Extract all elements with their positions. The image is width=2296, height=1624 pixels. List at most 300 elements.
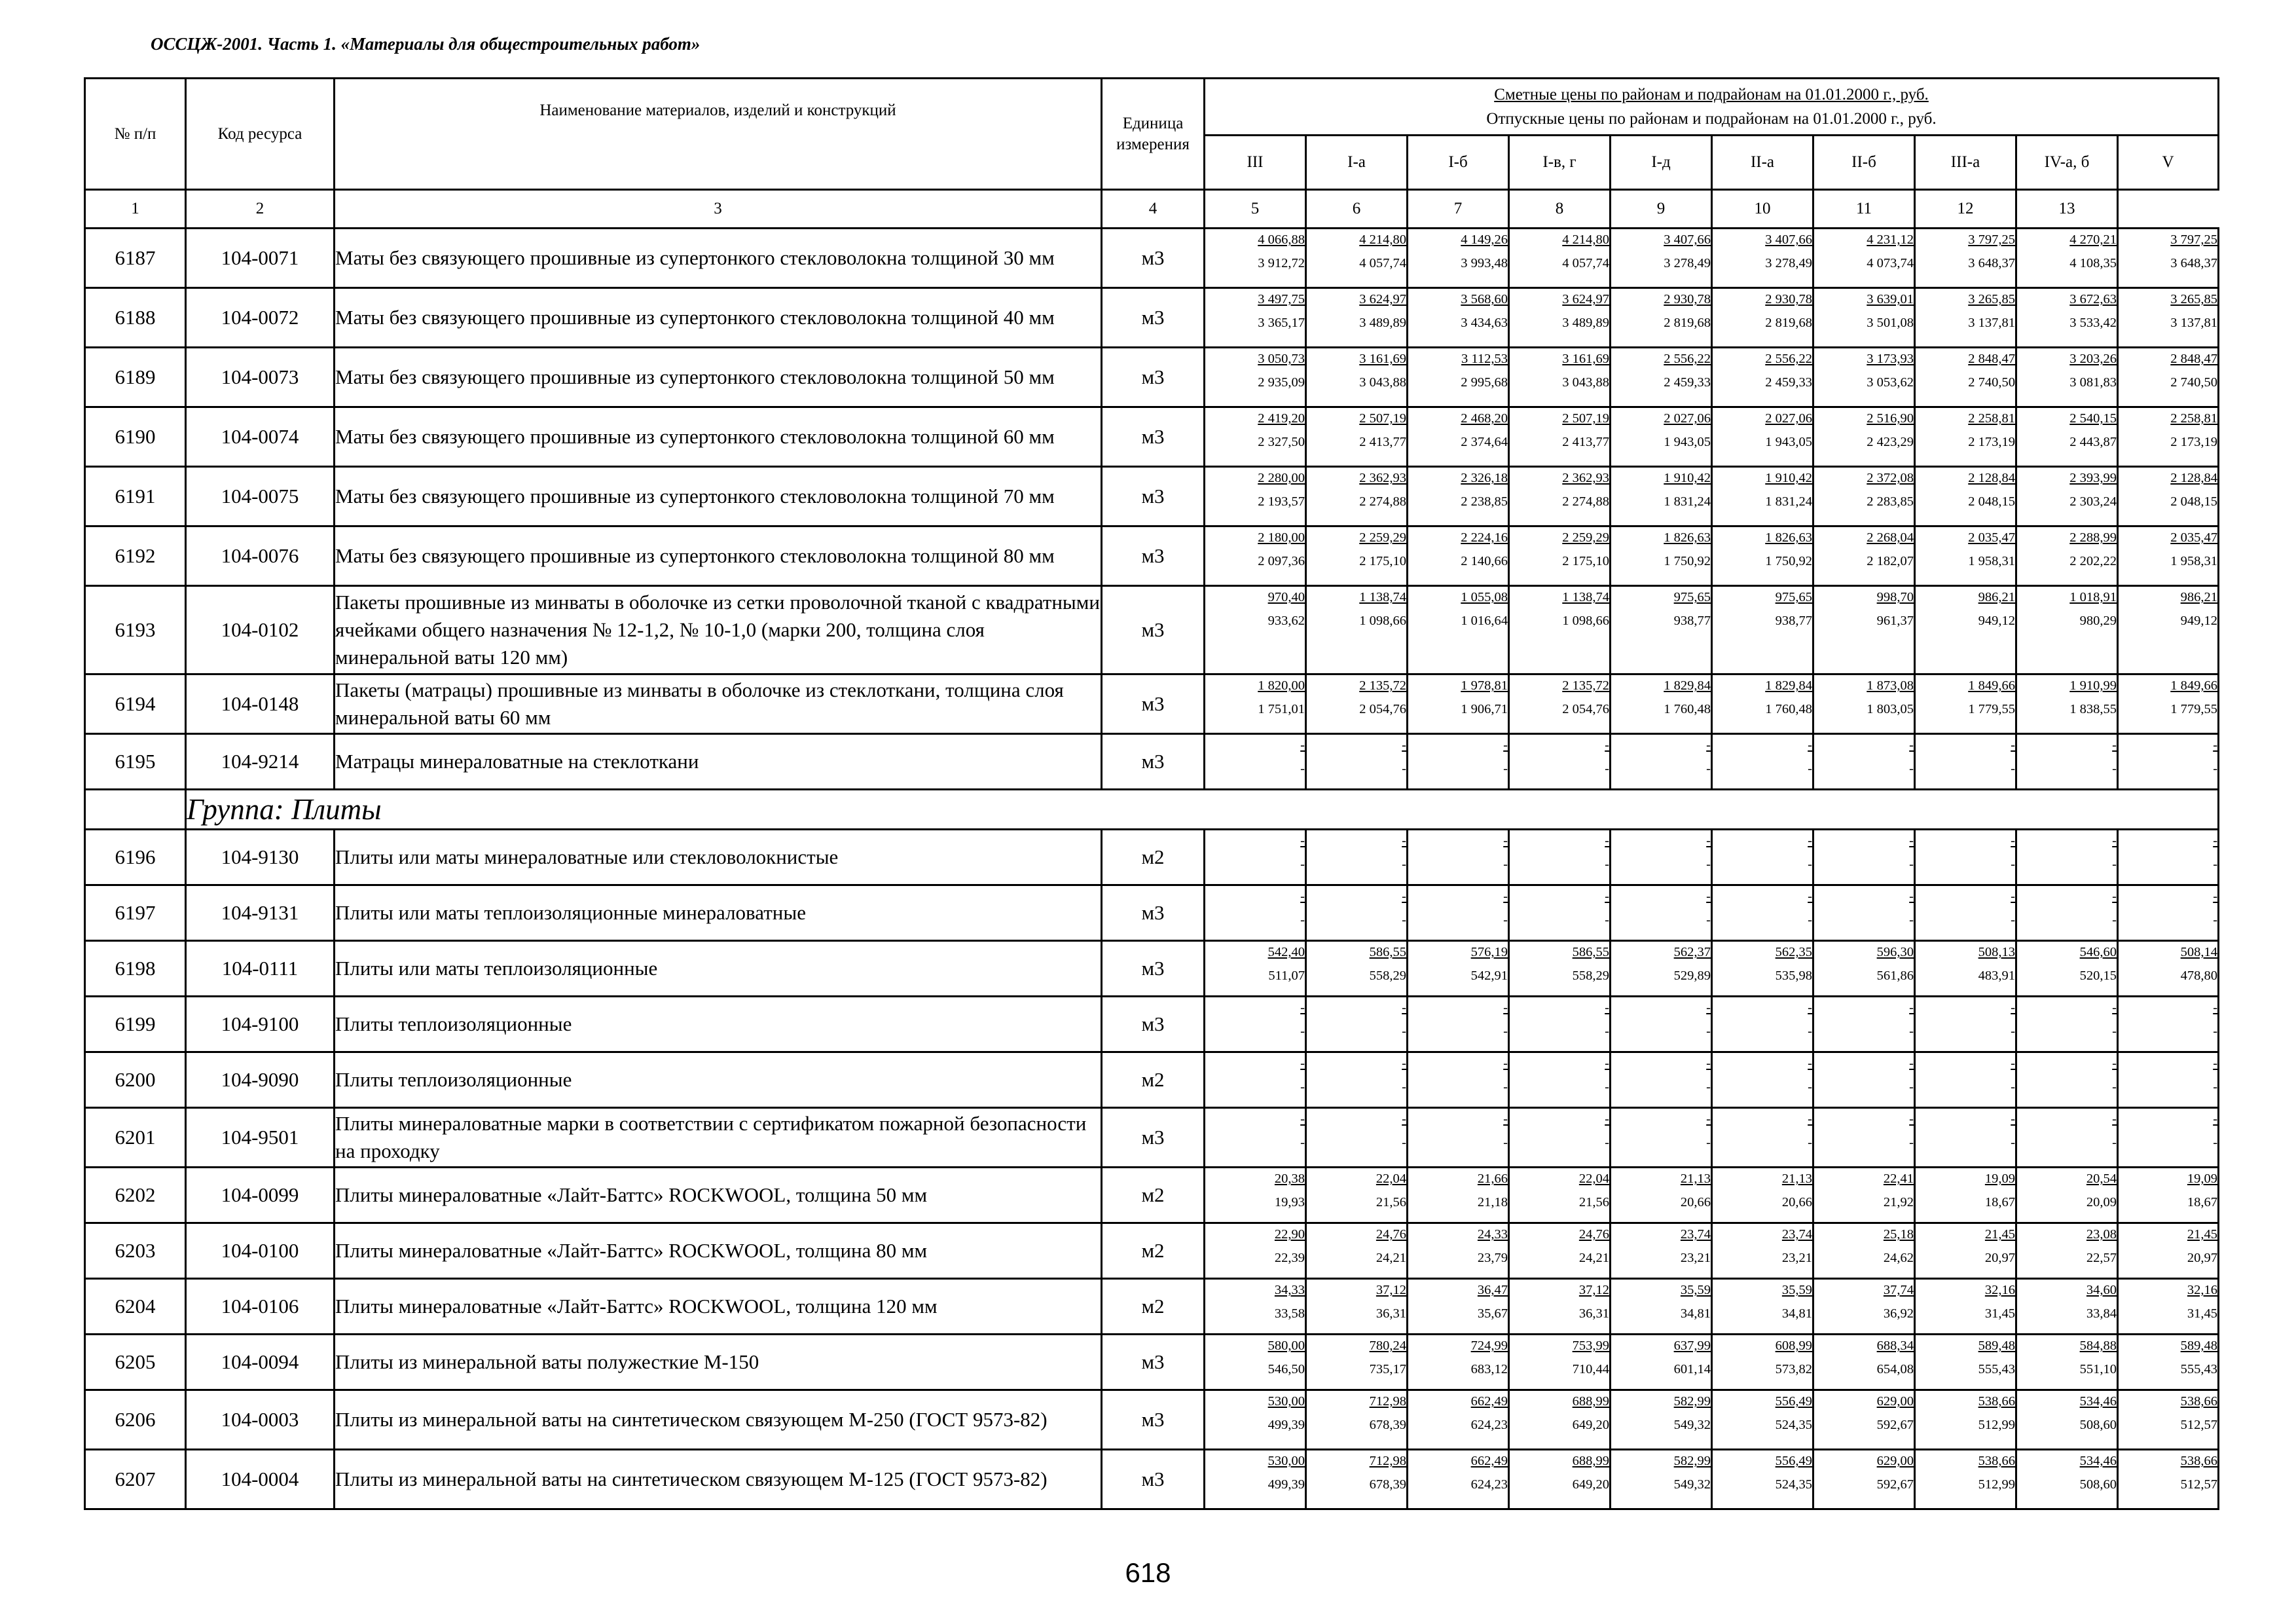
estimate-price: 998,70 [1876,590,1914,604]
price-cell [1509,229,1611,288]
unit-of-measure: м3 [1102,1450,1205,1509]
estimate-price: 580,00 [1267,1338,1305,1353]
estimate-price: 19,09 [1984,1172,2015,1186]
row-number: 6207 [85,1450,186,1509]
table-row [85,674,2219,734]
resource-code: 104-0094 [186,1335,335,1390]
price-cell [1712,467,1813,526]
estimate-price: 24,76 [1578,1227,1609,1242]
price-cell [2016,830,2118,885]
price-cell [1813,830,1915,885]
release-price: - [1503,1079,1508,1094]
material-name: Плиты минераловатные марки в соответствии с сертификатом пожарной безопасности на проходку [335,1108,1102,1168]
header-column-number: 13 [2016,190,2118,229]
release-price: 624,23 [1470,1477,1508,1492]
release-price: 678,39 [1369,1477,1406,1492]
release-price: - [1402,857,1406,872]
release-price: 36,31 [1376,1306,1406,1321]
release-price: 1 750,92 [1664,553,1711,568]
release-price: 19,93 [1274,1194,1305,1209]
estimate-price: - [1909,1056,1914,1071]
estimate-price: 37,74 [1883,1283,1914,1297]
price-cell [1408,586,1509,674]
header-unit: Единица измерения [1102,79,1205,190]
unit-of-measure: м3 [1102,1390,1205,1450]
estimate-price: 32,16 [2187,1283,2218,1297]
release-price: - [1300,857,1305,872]
price-cell [1509,997,1611,1052]
price-cell [1205,1279,1306,1335]
price-cell [1205,526,1306,586]
price-cell [1509,1335,1611,1390]
release-price: 961,37 [1876,613,1914,628]
estimate-price: - [2011,1001,2015,1015]
table-row [85,526,2219,586]
release-price: - [1706,761,1711,776]
estimate-price: 538,66 [1978,1394,2015,1409]
unit-of-measure: м3 [1102,526,1205,586]
estimate-price: - [1300,834,1305,848]
resource-code: 104-9214 [186,734,335,790]
release-price: 24,21 [1578,1250,1609,1265]
estimate-price: 1 826,63 [1765,530,1812,545]
table-row [85,997,2219,1052]
estimate-price: 1 978,81 [1461,678,1508,693]
estimate-price: 576,19 [1470,945,1508,959]
price-cell [1712,526,1813,586]
price-cell [1611,1223,1712,1279]
price-cell [1509,734,1611,790]
table-row [85,830,2219,885]
price-cell [1205,407,1306,467]
header-column-numbers-row [85,190,2219,229]
release-price: - [2011,1135,2015,1150]
estimate-price: 546,60 [2079,945,2117,959]
release-price: 2 173,19 [1968,434,2015,449]
estimate-price: - [1300,1112,1305,1126]
estimate-price: 3 407,66 [1765,232,1812,247]
price-cell [1611,1052,1712,1108]
estimate-price: 35,59 [1680,1283,1711,1297]
estimate-price: - [1808,889,1812,904]
price-cell [2016,1279,2118,1335]
estimate-price: - [2213,1001,2218,1015]
release-price: 601,14 [1673,1361,1711,1376]
price-cell [1712,674,1813,734]
estimate-price: - [1503,1112,1508,1126]
estimate-price: 1 910,42 [1765,471,1812,485]
estimate-price: - [2112,738,2117,752]
release-price: 933,62 [1267,613,1305,628]
price-cell [1408,1450,1509,1509]
estimate-price: 2 848,47 [1968,352,2015,366]
release-price: - [1909,1079,1914,1094]
price-cell [1408,1390,1509,1450]
estimate-price: - [2213,889,2218,904]
estimate-price: 2 288,99 [2069,530,2117,545]
price-cell [1306,1168,1408,1223]
price-cell [1712,1335,1813,1390]
header-column-number: 10 [1712,190,1813,229]
release-price: 1 958,31 [1968,553,2015,568]
price-cell [2118,467,2219,526]
price-cell [1712,348,1813,407]
release-price: 33,84 [2086,1306,2117,1321]
estimate-price: 3 797,25 [1968,232,2015,247]
release-price: 2 054,76 [1562,701,1609,716]
price-cell [1611,348,1712,407]
release-price: 2 935,09 [1258,375,1305,390]
estimate-price: 970,40 [1267,590,1305,604]
estimate-price: - [2011,1112,2015,1126]
estimate-price: 3 203,26 [2069,352,2117,366]
row-number: 6192 [85,526,186,586]
price-cell [1611,1168,1712,1223]
estimate-price: 23,74 [1680,1227,1711,1242]
release-price: 3 365,17 [1258,315,1305,330]
release-price: - [1402,912,1406,927]
estimate-price: 629,00 [1876,1394,1914,1409]
price-cell [2118,229,2219,288]
header-column-number: 5 [1205,190,1306,229]
row-number: 6205 [85,1335,186,1390]
material-name: Плиты минераловатные «Лайт-Баттс» ROCKWOOL, толщина 80 мм [335,1223,1102,1279]
price-cell [1306,467,1408,526]
price-cell [1408,288,1509,348]
price-cell [1509,1108,1611,1168]
release-price: 3 053,62 [1867,375,1914,390]
release-price: - [1605,912,1609,927]
price-cell [1306,348,1408,407]
release-price: 1 838,55 [2069,701,2117,716]
release-price: - [1706,1135,1711,1150]
release-price: 23,79 [1477,1250,1508,1265]
release-price: 1 779,55 [2170,701,2218,716]
estimate-price: 3 161,69 [1359,352,1406,366]
estimate-price: 2 135,72 [1359,678,1406,693]
material-name: Маты без связующего прошивные из супертонкого стекловолокна толщиной 70 мм [335,467,1102,526]
price-cell [2016,1168,2118,1223]
release-price: 2 413,77 [1562,434,1609,449]
resource-code: 104-0004 [186,1450,335,1509]
table-row [85,229,2219,288]
resource-code: 104-0073 [186,348,335,407]
price-cell [1205,674,1306,734]
release-price: 2 175,10 [1562,553,1609,568]
price-cell [2118,734,2219,790]
price-cell [1813,348,1915,407]
header-column-number: 8 [1509,190,1611,229]
estimate-price: 2 268,04 [1867,530,1914,545]
release-price: - [2112,761,2117,776]
release-price: 2 459,33 [1765,375,1812,390]
price-cell [1509,348,1611,407]
release-price: 549,32 [1673,1417,1711,1432]
estimate-price: 2 326,18 [1461,471,1508,485]
price-cell [1408,1168,1509,1223]
estimate-price: 2 372,08 [1867,471,1914,485]
estimate-price: 21,13 [1680,1172,1711,1186]
estimate-price: 688,34 [1876,1338,1914,1353]
estimate-price: - [2112,1112,2117,1126]
release-price: 24,62 [1883,1250,1914,1265]
release-price: 2 995,68 [1461,375,1508,390]
estimate-price: - [2011,889,2015,904]
release-price: 1 098,66 [1359,613,1406,628]
estimate-price: - [1605,889,1609,904]
release-price: 499,39 [1267,1417,1305,1432]
estimate-price: - [2011,738,2015,752]
release-price: 2 175,10 [1359,553,1406,568]
estimate-price: 629,00 [1876,1454,1914,1468]
row-number: 6187 [85,229,186,288]
release-price: 499,39 [1267,1477,1305,1492]
release-price: 555,43 [1978,1361,2015,1376]
header-code: Код ресурса [186,79,335,190]
release-price: 483,91 [1978,968,2015,983]
estimate-price: - [1605,834,1609,848]
material-name: Плиты из минеральной ваты полужесткие М-150 [335,1335,1102,1390]
unit-of-measure: м3 [1102,941,1205,997]
release-price: - [1909,1024,1914,1039]
price-cell [1205,1390,1306,1450]
price-cell [1611,586,1712,674]
release-price: - [2213,1024,2218,1039]
release-price: 683,12 [1470,1361,1508,1376]
price-cell [1813,1450,1915,1509]
price-cell [1408,885,1509,941]
unit-of-measure: м3 [1102,997,1205,1052]
estimate-price: - [1706,738,1711,752]
release-price: 34,81 [1680,1306,1711,1321]
price-cell [1712,830,1813,885]
estimate-price: - [1909,834,1914,848]
estimate-price: - [1808,834,1812,848]
estimate-price: 975,65 [1775,590,1812,604]
row-number: 6191 [85,467,186,526]
price-cell [2118,1052,2219,1108]
release-price: 654,08 [1876,1361,1914,1376]
page-number: 618 [1125,1557,1171,1588]
estimate-price: 712,98 [1369,1454,1406,1468]
price-cell [1306,1223,1408,1279]
estimate-price: 753,99 [1572,1338,1609,1353]
estimate-price: 542,40 [1267,945,1305,959]
price-cell [1915,830,2016,885]
estimate-price: - [2213,1112,2218,1126]
release-price: 478,80 [2180,968,2218,983]
release-price: 2 054,76 [1359,701,1406,716]
price-cell [1915,1450,2016,1509]
price-cell [2016,885,2118,941]
price-cell [2016,941,2118,997]
estimate-price: 22,90 [1274,1227,1305,1242]
resource-code: 104-9501 [186,1108,335,1168]
estimate-price: 3 173,93 [1867,352,1914,366]
price-cell [1712,1168,1813,1223]
release-price: 1 760,48 [1664,701,1711,716]
estimate-price: - [1402,889,1406,904]
row-number: 6197 [85,885,186,941]
price-cell [1205,229,1306,288]
estimate-price: 3 407,66 [1664,232,1711,247]
estimate-price: 22,41 [1883,1172,1914,1186]
release-price: 1 098,66 [1562,613,1609,628]
price-cell [1813,734,1915,790]
unit-of-measure: м3 [1102,674,1205,734]
price-cell [1915,229,2016,288]
release-price: 2 303,24 [2069,494,2117,509]
unit-of-measure: м3 [1102,885,1205,941]
estimate-price: 538,66 [2180,1394,2218,1409]
release-price: 1 943,05 [1765,434,1812,449]
price-cell [1611,830,1712,885]
release-price: - [2112,857,2117,872]
price-cell [1306,1108,1408,1168]
price-cell [1813,1335,1915,1390]
group-label: Группа: Плиты [186,790,2219,830]
price-cell [2016,674,2118,734]
header-column-number: 9 [1611,190,1712,229]
price-cell [1813,467,1915,526]
price-cell [2118,674,2219,734]
estimate-price: - [1909,1001,1914,1015]
price-cell [1408,1223,1509,1279]
estimate-price: 2 035,47 [1968,530,2015,545]
price-cell [1813,1279,1915,1335]
release-price: 649,20 [1572,1477,1609,1492]
release-price: - [2213,857,2218,872]
header-region: I-б [1408,136,1509,190]
release-price: 508,60 [2079,1477,2117,1492]
estimate-price: - [1605,1112,1609,1126]
release-price: 4 073,74 [1867,255,1914,270]
release-price: - [1503,857,1508,872]
price-cell [1611,674,1712,734]
estimate-price: 1 829,84 [1765,678,1812,693]
estimate-price: 24,33 [1477,1227,1508,1242]
resource-code: 104-0071 [186,229,335,288]
material-name: Маты без связующего прошивные из супертонкого стекловолокна толщиной 60 мм [335,407,1102,467]
estimate-price: 688,99 [1572,1394,1609,1409]
price-cell [1813,885,1915,941]
material-name: Маты без связующего прошивные из супертонкого стекловолокна толщиной 30 мм [335,229,1102,288]
table-row [85,1335,2219,1390]
resource-code: 104-0106 [186,1279,335,1335]
release-price: 2 048,15 [2170,494,2218,509]
estimate-price: 2 135,72 [1562,678,1609,693]
release-price: 1 016,64 [1461,613,1508,628]
price-cell [2118,288,2219,348]
release-price: 21,56 [1376,1194,1406,1209]
release-price: - [1706,1024,1711,1039]
estimate-price: 586,55 [1572,945,1609,959]
price-cell [1611,1390,1712,1450]
price-cell [1306,997,1408,1052]
estimate-price: 1 910,42 [1664,471,1711,485]
price-cell [1306,734,1408,790]
release-price: 3 533,42 [2069,315,2117,330]
price-cell [1306,1052,1408,1108]
release-price: - [1300,1079,1305,1094]
estimate-price: 3 639,01 [1867,292,1914,306]
estimate-price: 688,99 [1572,1454,1609,1468]
estimate-price: - [1503,1001,1508,1015]
release-price: 23,21 [1680,1250,1711,1265]
release-price: 1 906,71 [1461,701,1508,716]
price-cell [1306,1335,1408,1390]
estimate-price: - [1402,1001,1406,1015]
price-cell [1306,941,1408,997]
release-price: - [2011,1024,2015,1039]
release-price: 2 140,66 [1461,553,1508,568]
price-cell [2118,1450,2219,1509]
release-price: 735,17 [1369,1361,1406,1376]
price-cell [1915,288,2016,348]
release-price: 649,20 [1572,1417,1609,1432]
estimate-price: 2 280,00 [1258,471,1305,485]
price-cell [1813,526,1915,586]
estimate-price: 986,21 [2180,590,2218,604]
estimate-price: 534,46 [2079,1454,2117,1468]
price-cell [1813,1168,1915,1223]
table-body [85,229,2219,1509]
price-cell [1915,1168,2016,1223]
estimate-price: - [2213,1056,2218,1071]
resource-code: 104-0099 [186,1168,335,1223]
price-cell [1915,1052,2016,1108]
material-name: Пакеты прошивные из минваты в оболочке из сетки проволочной тканой с квадратными ячейками общего назначения № 12-1,2, № 10-1,0 (марки 200, толщина слоя минеральной ваты 120 мм) [335,586,1102,674]
release-price: - [1808,1135,1812,1150]
estimate-price: 530,00 [1267,1454,1305,1468]
table-row [85,1279,2219,1335]
material-name: Плиты из минеральной ваты на синтетическом связующем М-125 (ГОСТ 9573-82) [335,1450,1102,1509]
material-name: Плиты теплоизоляционные [335,1052,1102,1108]
estimate-price: 3 624,97 [1562,292,1609,306]
row-number: 6190 [85,407,186,467]
price-cell [2016,1390,2118,1450]
header-region: III-а [1915,136,2016,190]
estimate-price: 662,49 [1470,1454,1508,1468]
estimate-price: - [1706,834,1711,848]
header-column-number: 6 [1306,190,1408,229]
estimate-price: 589,48 [1978,1338,2015,1353]
release-price: 18,67 [2187,1194,2218,1209]
price-cell [1408,830,1509,885]
resource-code: 104-0003 [186,1390,335,1450]
estimate-price: 780,24 [1369,1338,1406,1353]
estimate-price: - [1503,834,1508,848]
release-price: 2 819,68 [1664,315,1711,330]
estimate-price: 2 556,22 [1765,352,1812,366]
estimate-price: 2 930,78 [1765,292,1812,306]
price-cell [1712,1279,1813,1335]
estimate-price: 556,49 [1775,1454,1812,1468]
resource-code: 104-9130 [186,830,335,885]
price-cell [1306,526,1408,586]
estimate-price: 36,47 [1477,1283,1508,1297]
estimate-price: 2 468,20 [1461,411,1508,426]
estimate-price: 562,37 [1673,945,1711,959]
estimate-price: 508,14 [2180,945,2218,959]
estimate-price: 1 055,08 [1461,590,1508,604]
price-cell [1306,1450,1408,1509]
row-number: 6201 [85,1108,186,1168]
release-price: 1 779,55 [1968,701,2015,716]
price-cell [1509,526,1611,586]
release-price: 3 993,48 [1461,255,1508,270]
resource-code: 104-0074 [186,407,335,467]
